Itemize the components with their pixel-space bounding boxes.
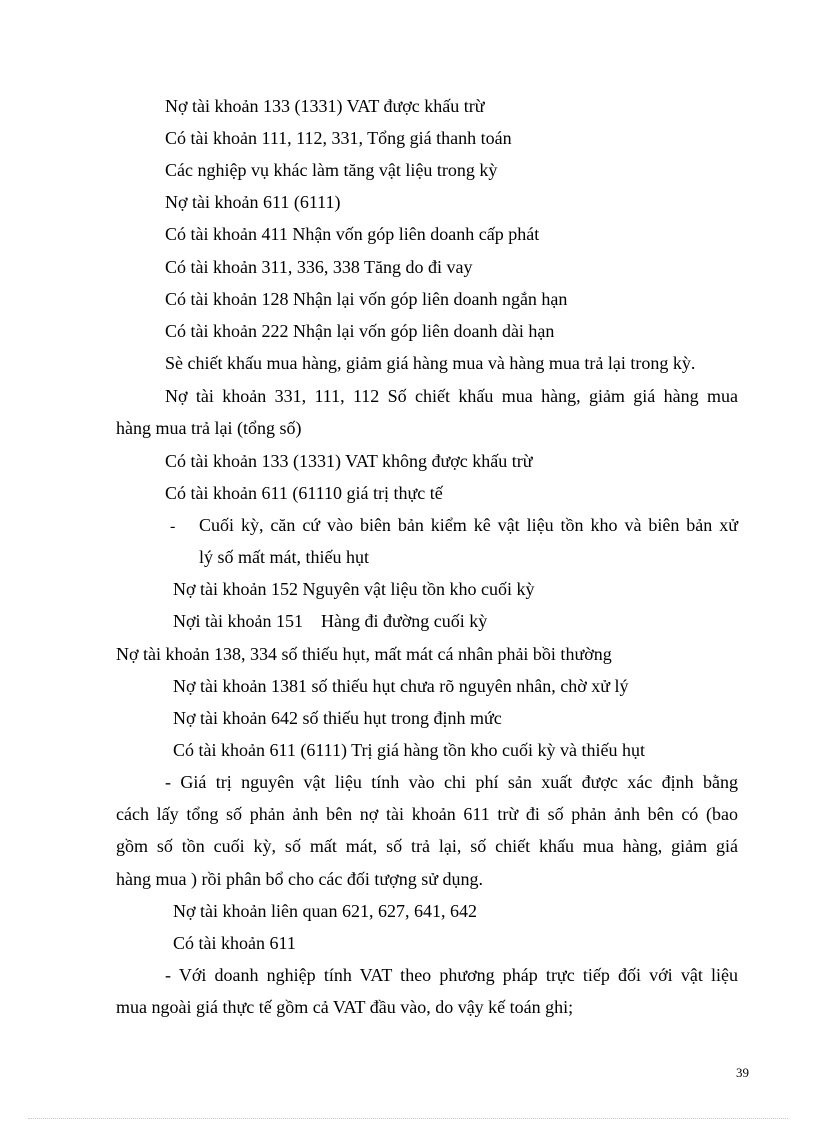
text-line-justified: - Giá trị nguyên vật liệu tính vào chi phí sản xuất được xác định bằng — [165, 772, 738, 792]
text-line-justified: cách lấy tổng số phản ảnh bên nợ tài khoản 611 trừ đi số phản ảnh bên có (bao — [116, 804, 738, 824]
text-line: Nợ tài khoản 642 số thiếu hụt trong định mức — [173, 708, 502, 728]
text-line: Nợ tài khoản liên quan 621, 627, 641, 642 — [173, 901, 477, 921]
text-line-justified: Cuối kỳ, căn cứ vào biên bản kiểm kê vật liệu tồn kho và biên bản xử — [199, 515, 738, 535]
text-line: Nợ tài khoản 611 (6111) — [165, 192, 341, 212]
text-line: Nợ tài khoản 1381 số thiếu hụt chưa rõ nguyên nhân, chờ xử lý — [173, 676, 629, 696]
text-line: mua ngoài giá thực tế gồm cả VAT đầu vào, do vậy kế toán ghi; — [116, 997, 574, 1017]
text-line: Nợ tài khoản 138, 334 số thiếu hụt, mất mát cá nhân phải bồi thường — [116, 644, 612, 664]
text-line: hàng mua trả lại (tổng số) — [116, 418, 302, 438]
page-bottom-rule — [28, 1118, 788, 1119]
text-line: Có tài khoản 128 Nhận lại vốn góp liên doanh ngắn hạn — [165, 289, 568, 309]
bullet-marker: - — [170, 518, 176, 535]
text-line: hàng mua ) rồi phân bổ cho các đối tượng sử dụng. — [116, 869, 483, 889]
text-line: lý số mất mát, thiếu hụt — [199, 547, 369, 567]
text-line: Có tài khoản 111, 112, 331, Tổng giá thanh toán — [165, 128, 512, 148]
text-line: Có tài khoản 611 — [173, 933, 296, 953]
text-line: Có tài khoản 133 (1331) VAT không được khấu trừ — [165, 451, 533, 471]
text-line: Có tài khoản 222 Nhận lại vốn góp liên doanh dài hạn — [165, 321, 555, 341]
text-line: Có tài khoản 311, 336, 338 Tăng do đi vay — [165, 257, 473, 277]
text-line: Có tài khoản 411 Nhận vốn góp liên doanh cấp phát — [165, 224, 540, 244]
text-line: Nợ tài khoản 133 (1331) VAT được khấu trừ — [165, 96, 485, 116]
page-number: 39 — [736, 1065, 749, 1080]
text-line-justified: - Với doanh nghiệp tính VAT theo phương pháp trực tiếp đối với vật liệu — [165, 965, 738, 985]
text-line: Có tài khoản 611 (61110 giá trị thực tế — [165, 483, 443, 503]
text-line-justified: Nợ tài khoản 331, 111, 112 Số chiết khấu mua hàng, giảm giá hàng mua — [165, 386, 738, 406]
text-line: Các nghiệp vụ khác làm tăng vật liệu trong kỳ — [165, 160, 498, 180]
text-line: Có tài khoản 611 (6111) Trị giá hàng tồn kho cuối kỳ và thiếu hụt — [173, 740, 645, 760]
text-line: Nợ tài khoản 152 Nguyên vật liệu tồn kho cuối kỳ — [173, 579, 535, 599]
text-line: Nợi tài khoản 151 Hàng đi đường cuối kỳ — [173, 611, 488, 631]
text-line-justified: gồm số tồn cuối kỳ, số mất mát, số trả lại, số chiết khấu mua hàng, giảm giá — [116, 836, 738, 856]
text-line: Sè chiết khấu mua hàng, giảm giá hàng mua và hàng mua trả lại trong kỳ. — [165, 353, 696, 373]
